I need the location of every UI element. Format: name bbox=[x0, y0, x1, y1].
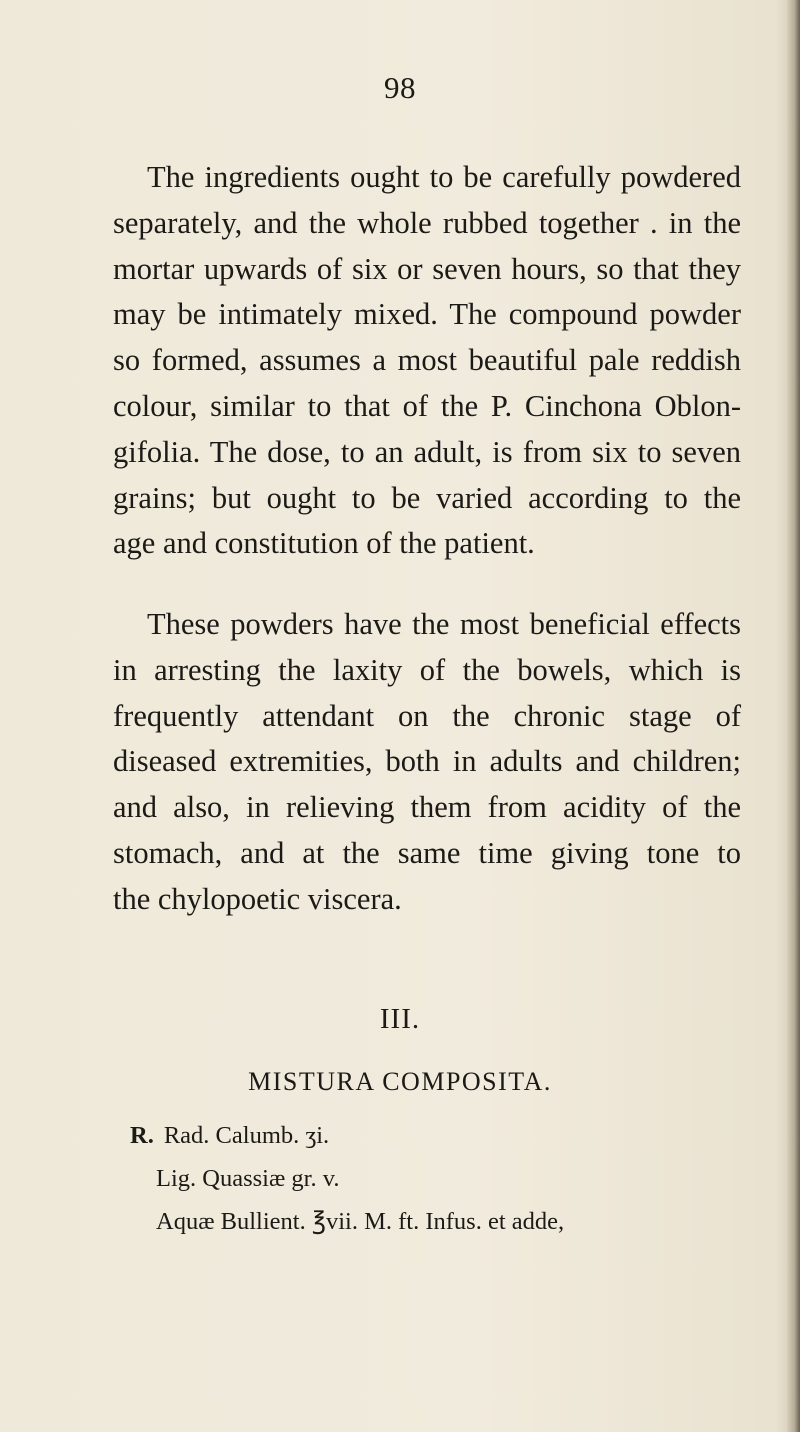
paragraph-line: grains; but ought to be varied according to the bbox=[113, 480, 741, 515]
recipe-ingredient: Lig. Quassiæ gr. v. bbox=[156, 1165, 340, 1192]
page-edge-shadow bbox=[786, 0, 800, 1432]
recipe-symbol: R. bbox=[130, 1122, 154, 1149]
paragraph-line: stomach, and at the same time giving tone to bbox=[113, 835, 741, 870]
paragraph-line: may be intimately mixed. The compound powder bbox=[113, 297, 741, 332]
paragraph-line: the chylopoetic viscera. bbox=[113, 881, 402, 916]
paragraph-2 bbox=[113, 602, 741, 923]
paragraph-line: gifolia. The dose, to an adult, is from six to seven bbox=[113, 434, 741, 469]
paragraph-line: These powders have the most beneficial effects bbox=[147, 607, 741, 641]
paragraph-1 bbox=[113, 155, 741, 567]
paragraph-line: separately, and the whole rubbed together . in the bbox=[113, 205, 741, 240]
section-number: III. bbox=[379, 1003, 421, 1035]
paragraph-line: and also, in relieving them from acidity of the bbox=[113, 790, 741, 825]
paragraph-line: mortar upwards of six or seven hours, so that they bbox=[113, 251, 741, 286]
recipe-line bbox=[130, 1114, 690, 1157]
page-number: 98 bbox=[384, 70, 416, 105]
paragraph-line: colour, similar to that of the P. Cinchona Oblon- bbox=[113, 388, 741, 423]
paragraph-line: The ingredients ought to be carefully powdered bbox=[147, 160, 741, 194]
paragraph-line: in arresting the laxity of the bowels, which is bbox=[113, 652, 741, 687]
recipe-ingredient: Rad. Calumb. ʒi. bbox=[163, 1122, 330, 1149]
recipe bbox=[130, 1114, 690, 1243]
paragraph-line: diseased extremities, both in adults and children; bbox=[113, 744, 741, 779]
paragraph-line: so formed, assumes a most beautiful pale reddish bbox=[113, 343, 741, 378]
paragraph-line: frequently attendant on the chronic stage of bbox=[113, 698, 741, 733]
paragraph-line: age and constitution of the patient. bbox=[113, 526, 535, 561]
recipe-ingredient: Aquæ Bullient. ℥vii. M. ft. Infus. et adde, bbox=[156, 1208, 565, 1235]
section-title: MISTURA COMPOSITA. bbox=[248, 1067, 552, 1096]
